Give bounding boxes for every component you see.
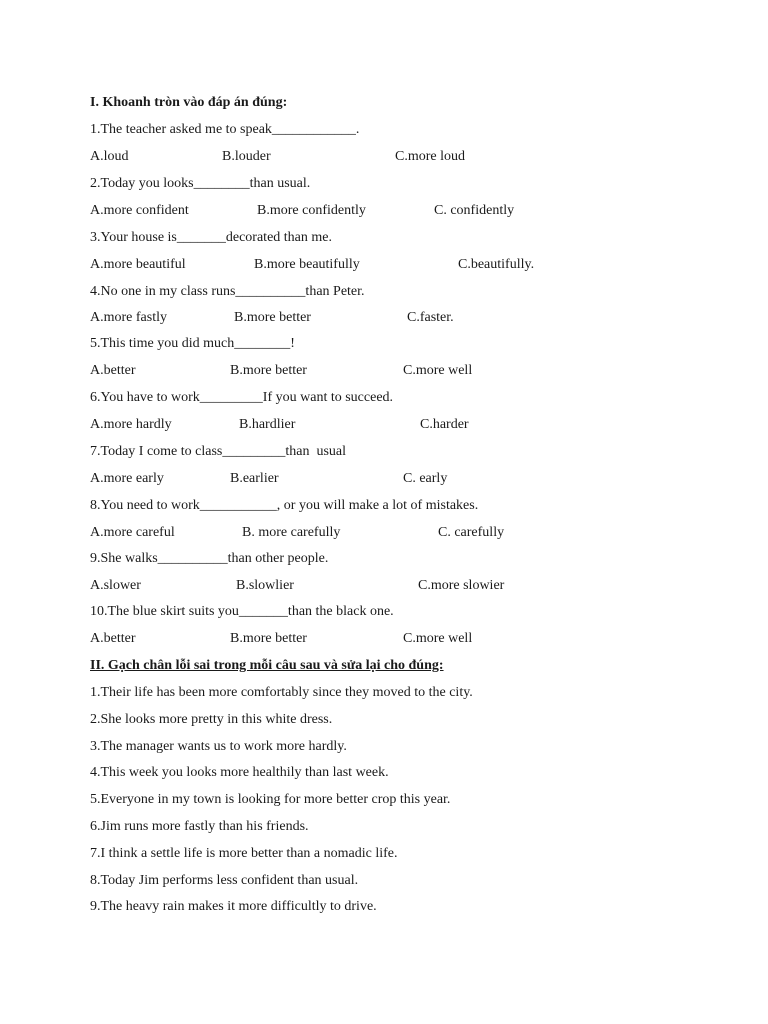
q7-option-b: B.earlier — [230, 471, 279, 486]
question-5: 5.This time you did much________! — [90, 336, 295, 351]
q3-option-c: C.beautifully. — [458, 257, 535, 272]
q5-option-c: C.more well — [403, 363, 473, 378]
question-7: 7.Today I come to class_________than usual — [90, 444, 347, 459]
question-9: 9.She walks__________than other people. — [90, 551, 329, 566]
q2-option-a: A.more confident — [90, 203, 189, 218]
section1-heading: I. Khoanh tròn vào đáp án đúng: — [90, 95, 288, 110]
error-sentence-6: 6.Jim runs more fastly than his friends. — [90, 819, 309, 834]
q8-option-b: B. more carefully — [242, 525, 341, 540]
q1-option-b: B.louder — [222, 149, 271, 164]
error-sentence-8: 8.Today Jim performs less confident than usual. — [90, 873, 359, 888]
question-3: 3.Your house is_______decorated than me. — [90, 230, 332, 245]
question-1: 1.The teacher asked me to speak____________. — [90, 122, 360, 137]
q8-option-a: A.more careful — [90, 525, 175, 540]
q3-option-b: B.more beautifully — [254, 257, 360, 272]
section2-heading: II. Gạch chân lỗi sai trong mỗi câu sau và sửa lại cho đúng: — [90, 658, 444, 673]
error-sentence-3: 3.The manager wants us to work more hardly. — [90, 739, 347, 754]
q1-option-c: C.more loud — [395, 149, 465, 164]
q4-option-a: A.more fastly — [90, 310, 167, 325]
question-2: 2.Today you looks________than usual. — [90, 176, 311, 191]
question-10: 10.The blue skirt suits you_______than the black one. — [90, 604, 394, 619]
q10-option-b: B.more better — [230, 631, 307, 646]
q2-option-c: C. confidently — [434, 203, 515, 218]
error-sentence-9: 9.The heavy rain makes it more difficultly to drive. — [90, 899, 377, 914]
error-sentence-2: 2.She looks more pretty in this white dress. — [90, 712, 333, 727]
q10-option-a: A.better — [90, 631, 136, 646]
q6-option-c: C.harder — [420, 417, 469, 432]
question-8: 8.You need to work___________, or you will make a lot of mistakes. — [90, 498, 479, 513]
error-sentence-5: 5.Everyone in my town is looking for more better crop this year. — [90, 792, 451, 807]
q3-option-a: A.more beautiful — [90, 257, 186, 272]
error-sentence-4: 4.This week you looks more healthily than last week. — [90, 765, 389, 780]
q6-option-a: A.more hardly — [90, 417, 172, 432]
question-6: 6.You have to work_________If you want to succeed. — [90, 390, 394, 405]
q4-option-b: B.more better — [234, 310, 311, 325]
error-sentence-1: 1.Their life has been more comfortably since they moved to the city. — [90, 685, 473, 700]
q7-option-a: A.more early — [90, 471, 164, 486]
q10-option-c: C.more well — [403, 631, 473, 646]
question-4: 4.No one in my class runs__________than Peter. — [90, 284, 365, 299]
error-sentence-7: 7.I think a settle life is more better than a nomadic life. — [90, 846, 398, 861]
q4-option-c: C.faster. — [407, 310, 454, 325]
q9-option-c: C.more slowier — [418, 578, 505, 593]
q5-option-b: B.more better — [230, 363, 307, 378]
q2-option-b: B.more confidently — [257, 203, 366, 218]
q9-option-b: B.slowlier — [236, 578, 294, 593]
q8-option-c: C. carefully — [438, 525, 505, 540]
q9-option-a: A.slower — [90, 578, 141, 593]
q7-option-c: C. early — [403, 471, 448, 486]
q6-option-b: B.hardlier — [239, 417, 296, 432]
q1-option-a: A.loud — [90, 149, 129, 164]
q5-option-a: A.better — [90, 363, 136, 378]
